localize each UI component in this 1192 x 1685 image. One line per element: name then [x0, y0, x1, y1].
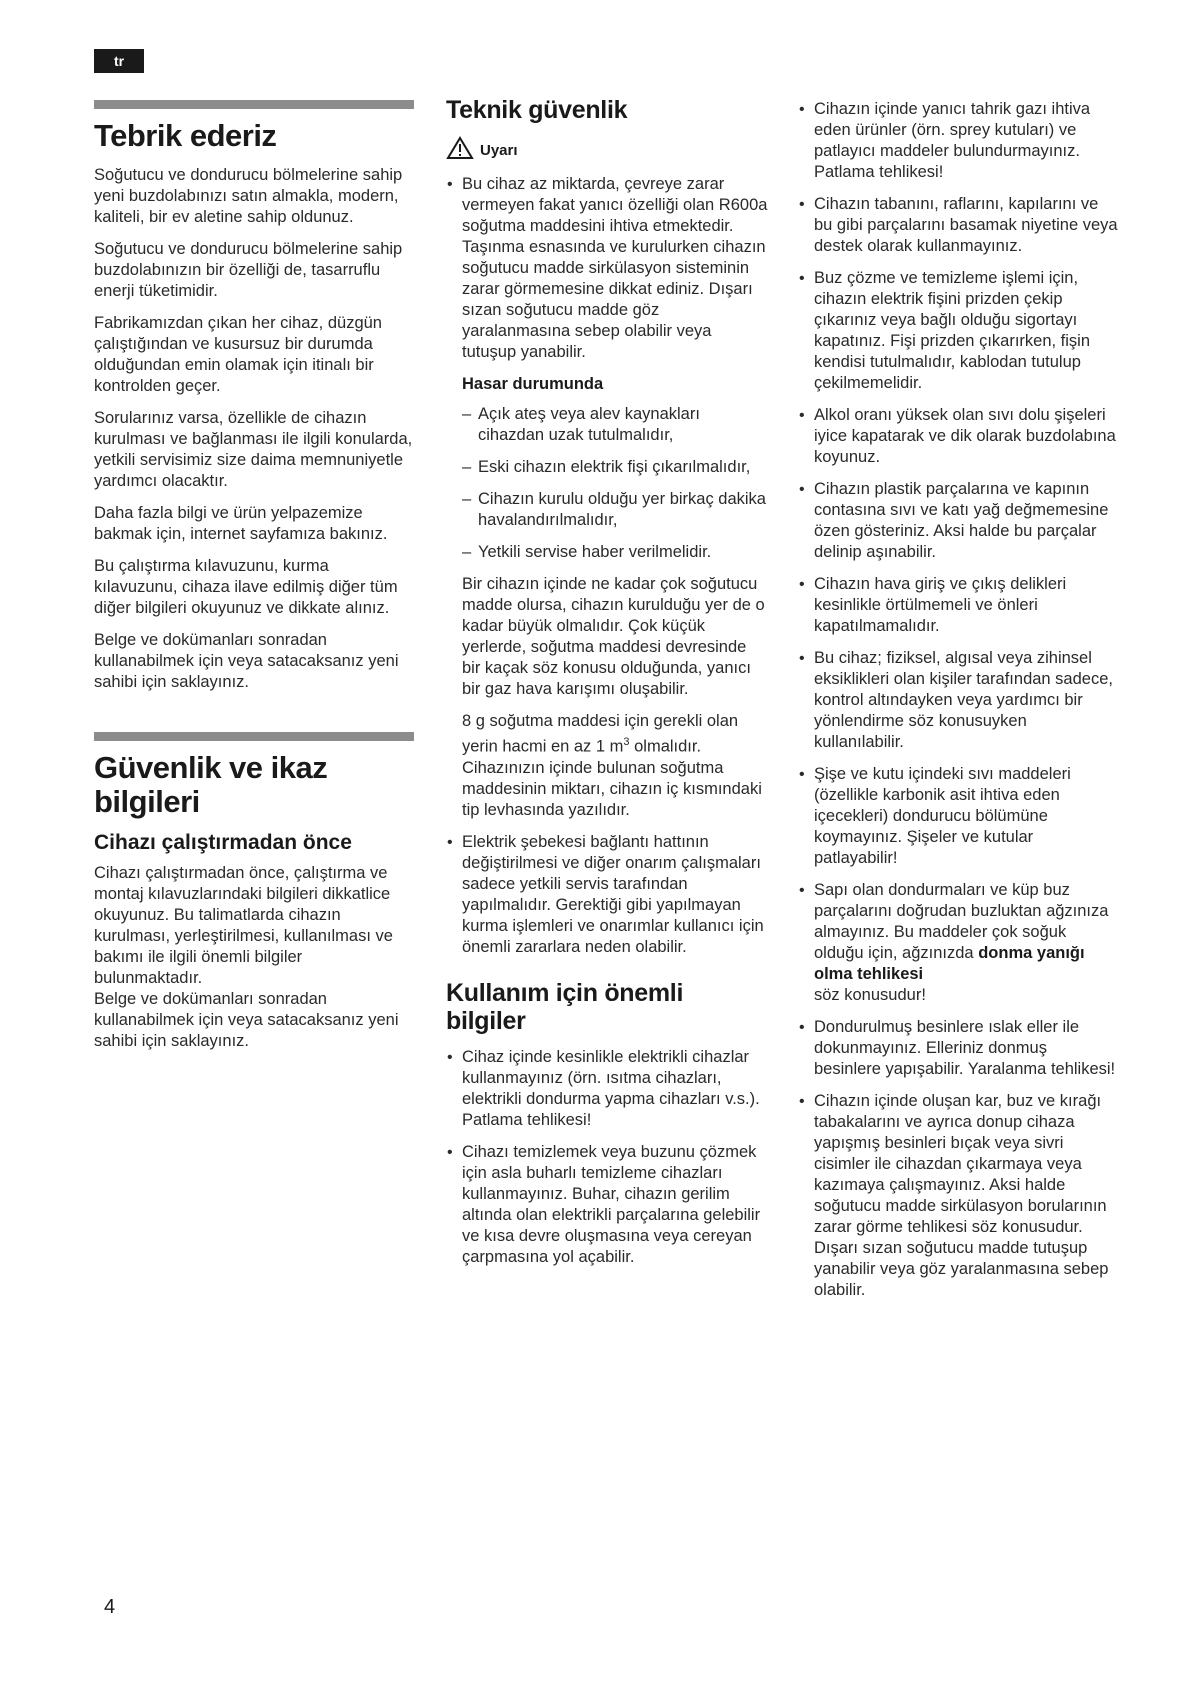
- subheading-before-operation: Cihazı çalıştırmadan önce: [94, 831, 352, 854]
- paragraph: Soğutucu ve dondurucu bölmelerine sahip buzdolabınızın bir özelliği de, tasarruflu enerji tüketimidir.: [94, 240, 403, 300]
- list-item: • Cihazın tabanını, raflarını, kapılarını ve bu gibi parçalarını basamak niyetine veya destek olarak kullanmayınız.: [798, 194, 1118, 257]
- warning-triangle-icon: [446, 136, 474, 164]
- column-right: [798, 99, 1118, 1312]
- warning-label: [446, 136, 768, 164]
- list-item: • Alkol oranı yüksek olan sıvı dolu şişeleri iyice kapatarak ve dik olarak buzdolabına koyunuz.: [798, 405, 1118, 468]
- list-item: • Bu cihaz; fiziksel, algısal veya zihinsel eksiklikleri olan kişiler tarafından sadece, kontrol altındayken veya yardımcı bir yönlendirme söz konusuyken kullanılabilir.: [798, 648, 1118, 753]
- paragraph: Daha fazla bilgi ve ürün yelpazemize bakmak için, internet sayfamıza bakınız.: [94, 504, 388, 543]
- list-item: • Cihaz içinde kesinlikle elektrikli cihazlar kullanmayınız (örn. ısıtma cihazları, elektrikli dondurma yapma cihazları v.s.). Patlama tehlikesi!: [446, 1047, 768, 1131]
- paragraph: Bu çalıştırma kılavuzunu, kurma kılavuzunu, cihaza ilave edilmiş diğer tüm diğer bilgileri okuyunuz ve dikkate alınız.: [94, 557, 398, 617]
- paragraph: Cihazı çalıştırmadan önce, çalıştırma ve montaj kılavuzlarındaki bilgileri dikkatlice okuyunuz. Bu talimatlarda cihazın kurulması, yerleştirilmesi, kullanılması ve bakımı ile ilgili önemli bilgiler bulunmaktadır.: [94, 864, 393, 987]
- dash-item: – Yetkili servise haber verilmelidir.: [462, 542, 768, 563]
- dash-item: – Açık ateş veya alev kaynakları cihazdan uzak tutulmalıdır,: [462, 404, 768, 446]
- list-item: • Şişe ve kutu içindeki sıvı maddeleri (özellikle karbonik asit ihtiva eden içecekleri) dondurucu bölümüne koymayınız. Şişeler ve kutular patlayabilir!: [798, 764, 1118, 869]
- list-item: • Cihazın içinde oluşan kar, buz ve kırağı tabakalarını ve ayrıca donup cihaza yapışmış besinleri bıçak veya sivri cisimler ile cihazdan çıkarmaya veya kazımaya çalışmayınız. Aksi halde soğutucu madde sirkülasyon borularının zarar görme tehlikesi söz konusudur. Dışarı sızan soğutucu madde tutuşup yanabilir veya göz yaralanmasına sebep olabilir.: [798, 1091, 1118, 1301]
- dash-item: – Cihazın kurulu olduğu yer birkaç dakika havalandırılmalıdır,: [462, 489, 768, 531]
- heading-important-usage: Kullanım için önemli bilgiler: [446, 978, 684, 1035]
- column-left: [94, 100, 414, 1063]
- paragraph: Sorularınız varsa, özellikle de cihazın kurulması ve bağlanması ile ilgili konularda, yetkili servisimiz size daima memnuniyetle yardımcı olacaktır.: [94, 409, 413, 490]
- list-item: • Cihazın hava giriş ve çıkış delikleri kesinlikle örtülmemeli ve önleri kapatılmamalıdır.: [798, 574, 1118, 637]
- list-item-frostbite: • Sapı olan dondurmaları ve küp buz parçalarını doğrudan buzluktan ağzınıza almayınız. Bu maddeler çok soğuk olduğu için, ağzınızda donma yanığı olma tehlikesi söz konusudur!: [798, 880, 1118, 1006]
- list-item: • Dondurulmuş besinlere ıslak eller ile dokunmayınız. Elleriniz donmuş besinlere yapışabilir. Yaralanma tehlikesi!: [798, 1017, 1118, 1080]
- list-item: • Bu cihaz az miktarda, çevreye zarar vermeyen fakat yanıcı özelliği olan R600a soğutma maddesini ihtiva etmektedir. Taşınma esnasında ve kurulurken cihazın soğutucu madde sirkülasyon sisteminin zarar görmemesine dikkat ediniz. Dışarı sızan soğutucu madde göz yaralanmasına sebep olabilir veya tutuşup yanabilir.: [446, 174, 768, 363]
- heading-technical-safety: Teknik güvenlik: [446, 96, 628, 124]
- paragraph: Belge ve dokümanları sonradan kullanabilmek için veya satacaksanız yeni sahibi için saklayınız.: [94, 631, 399, 691]
- paragraph-volume: 8 g soğutma maddesi için gerekli olan yerin hacmi en az 1 $m^3$ olmalıdır. Cihazınızın içinde bulunan soğutma maddesinin miktarı, cihazın iç kısmındaki tip levhasında yazılıdır.: [462, 712, 762, 819]
- warning-text: Uyarı: [480, 141, 518, 159]
- list-item: • Cihazın içinde yanıcı tahrik gazı ihtiva eden ürünler (örn. sprey kutuları) ve patlayıcı maddeler bulundurmayınız. Patlama tehlikesi!: [798, 99, 1118, 183]
- section-divider: [94, 100, 414, 109]
- page-number: 4: [104, 1596, 116, 1618]
- subheading-damage: Hasar durumunda: [462, 375, 604, 393]
- paragraph: Bir cihazın içinde ne kadar çok soğutucu madde olursa, cihazın kurulduğu yer de o kadar büyük olmalıdır. Çok küçük yerlerde, soğutma maddesi devresinde bir kaçak söz konusu olduğunda, yanıcı bir gaz hava karışımı oluşabilir.: [462, 575, 765, 698]
- list-item: • Cihazı temizlemek veya buzunu çözmek için asla buharlı temizleme cihazları kullanmayınız. Buhar, cihazın gerilim altında olan elektrikli parçalarına gelebilir ve kısa devre oluşmasına veya cereyan çarpmasına yol açabilir.: [446, 1142, 768, 1268]
- paragraph: Soğutucu ve dondurucu bölmelerine sahip yeni buzdolabınızı satın almakla, modern, kaliteli, bir ev aletine sahip oldunuz.: [94, 166, 403, 226]
- paragraph: Fabrikamızdan çıkan her cihaz, düzgün çalıştığından ve kusursuz bir durumda olduğundan emin olamak için itinalı bir kontrolden geçer.: [94, 314, 382, 395]
- dash-item: – Eski cihazın elektrik fişi çıkarılmalıdır,: [462, 457, 768, 478]
- list-item: • Buz çözme ve temizleme işlemi için, cihazın elektrik fişini prizden çekip çıkarınız veya bağlı olduğu sigortayı kapatınız. Fişi prizden çıkarırken, fişin kendisi tutulmalıdır, kablodan tutulup çekilmemelidir.: [798, 268, 1118, 394]
- paragraph: Belge ve dokümanları sonradan kullanabilmek için veya satacaksanız yeni sahibi için saklayınız.: [94, 990, 399, 1050]
- section-divider: [94, 732, 414, 741]
- column-middle: [446, 96, 768, 1279]
- list-item: • Elektrik şebekesi bağlantı hattının değiştirilmesi ve diğer onarım çalışmaları sadece yetkili servis tarafından yapılmalıdır. Gerektiği gibi yapılmayan kurma işlemleri ve onarımlar kullanıcı için önemli zararlara neden olabilir.: [446, 832, 768, 958]
- heading-congratulations: Tebrik ederiz: [94, 118, 277, 153]
- heading-safety: Güvenlik ve ikaz bilgileri: [94, 750, 328, 819]
- list-item: • Cihazın plastik parçalarına ve kapının contasına sıvı ve katı yağ değmemesine özen gösteriniz. Aksi halde bu parçalar delinip aşınabilir.: [798, 479, 1118, 563]
- language-tag: tr: [94, 49, 144, 73]
